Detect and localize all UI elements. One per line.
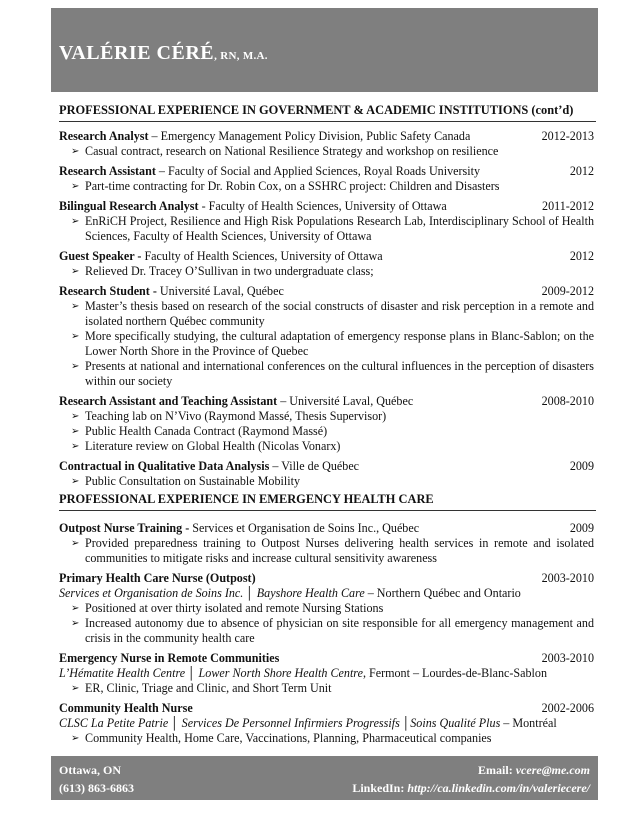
bullet-text: More specifically studying, the cultural adaptation of emergency response plans in Blanc-Sablon; on the Lower North Shore in the Province of Quebec (85, 329, 594, 358)
email-link[interactable]: vcere@me.com (515, 763, 590, 777)
linkedin-link[interactable]: http://ca.linkedin.com/in/valeriecere/ (407, 781, 590, 795)
job-title: Research Student - (59, 284, 157, 298)
experience-entry (59, 571, 594, 646)
job-dates: 2011-2012 (542, 199, 594, 213)
bullet-item (71, 144, 594, 159)
job-separator: – (155, 164, 168, 178)
job-dates: 2012 (569, 249, 594, 263)
job-organization: Services et Organisation de Soins Inc., Québec (192, 521, 420, 535)
experience-entry (59, 199, 594, 244)
job-title: Bilingual Research Analyst (59, 199, 199, 213)
bullet-list (59, 474, 594, 489)
job-line (59, 129, 594, 144)
bullet-text: Community Health, Home Care, Vaccinations, Planning, Pharmaceutical companies (85, 731, 492, 745)
arrow-bullet-icon: ➢ (71, 618, 80, 629)
arrow-bullet-icon: ➢ (71, 331, 80, 342)
bullet-text: Presents at national and international conferences on the cultural influences in the perception of disasters within our society (85, 359, 594, 388)
bullet-text: Relieved Dr. Tracey O’Sullivan in two undergraduate class; (85, 264, 374, 278)
job-separator: - (198, 199, 209, 213)
resume-page (51, 0, 598, 826)
job-heading (59, 284, 284, 299)
bullet-item (71, 439, 594, 454)
job-dates: 2003-2010 (541, 571, 594, 585)
bullet-text: Public Health Canada Contract (Raymond Massé) (85, 424, 328, 438)
arrow-bullet-icon: ➢ (71, 441, 80, 452)
experience-entry (59, 459, 594, 489)
bullet-item (71, 329, 594, 359)
bullet-text: Public Consultation on Sustainable Mobility (85, 474, 301, 488)
experience-entry (59, 651, 594, 696)
bullet-list (59, 731, 594, 746)
bullet-text: Increased autonomy due to absence of physician on site responsible for all emergency management and crisis in the community health care (85, 616, 594, 645)
government-entries (59, 129, 594, 489)
employer-italic: Services et Organisation de Soins Inc. │ Bayshore Health Care (59, 586, 365, 600)
job-title: Research Assistant (59, 164, 156, 178)
job-title: Community Health Nurse (59, 701, 193, 715)
bullet-text: Teaching lab on N’Vivo (Raymond Massé, Thesis Supervisor) (85, 409, 387, 423)
job-heading (59, 129, 470, 144)
job-line (59, 199, 594, 214)
employer-italic: L’Hématite Health Centre │ Lower North Shore Health Centre (59, 666, 363, 680)
employer-italic: CLSC La Petite Patrie │ Services De Personnel Infirmiers Progressifs │Soins Qualité Plus (59, 716, 501, 730)
job-heading (59, 199, 447, 214)
job-title: Guest Speaker - (59, 249, 142, 263)
bullet-item (71, 474, 594, 489)
bullet-item (71, 536, 594, 566)
credentials: , RN, M.A. (214, 50, 268, 62)
job-separator: – (148, 129, 161, 143)
job-title: Contractual in Qualitative Data Analysis (59, 459, 270, 473)
experience-entry (59, 164, 594, 194)
job-line (59, 521, 594, 536)
section-divider (59, 121, 596, 122)
job-dates: 2009 (569, 521, 594, 535)
bullet-text: Master’s thesis based on research of the social constructs of disaster and risk perception in a remote and isolated northern Québec community (85, 299, 594, 328)
job-separator: – (277, 394, 290, 408)
experience-entry (59, 394, 594, 454)
bullet-text: Part-time contracting for Dr. Robin Cox, on a SSHRC project: Children and Disasters (85, 179, 500, 193)
name-text: VALÉRIE CÉRÉ (59, 42, 215, 64)
bullet-text: Casual contract, research on National Resilience Strategy and workshop on resilience (85, 144, 499, 158)
bullet-item (71, 214, 594, 244)
bullet-list (59, 299, 594, 389)
job-dates: 2002-2006 (541, 701, 594, 715)
job-heading (59, 701, 193, 716)
job-heading (59, 651, 279, 666)
section-title-government: PROFESSIONAL EXPERIENCE IN GOVERNMENT & ACADEMIC INSTITUTIONS (cont’d) (59, 103, 574, 117)
arrow-bullet-icon: ➢ (71, 426, 80, 437)
bullet-list (59, 144, 594, 159)
job-organization: Université Laval, Québec (289, 394, 414, 408)
arrow-bullet-icon: ➢ (71, 361, 80, 372)
bullet-list (59, 409, 594, 454)
job-line (59, 164, 594, 179)
candidate-name (59, 42, 268, 65)
employer-location: , Fermont – Lourdes-de-Blanc-Sablon (362, 666, 547, 680)
bullet-item (71, 359, 594, 389)
bullet-item (71, 601, 594, 616)
header-band (51, 8, 598, 92)
job-line (59, 651, 594, 666)
arrow-bullet-icon: ➢ (71, 216, 80, 227)
job-line (59, 249, 594, 264)
job-heading (59, 459, 359, 474)
job-organization: Faculty of Social and Applied Sciences, Royal Roads University (167, 164, 481, 178)
employer-location: – Montréal (500, 716, 557, 730)
job-dates: 2009-2012 (541, 284, 594, 298)
location: Ottawa, ON (59, 763, 121, 777)
bullet-list (59, 601, 594, 646)
experience-entry (59, 129, 594, 159)
bullet-item (71, 264, 594, 279)
job-employer-line (59, 666, 594, 681)
arrow-bullet-icon: ➢ (71, 683, 80, 694)
job-employer-line (59, 716, 594, 731)
experience-entry (59, 249, 594, 279)
job-line (59, 284, 594, 299)
bullet-list (59, 681, 594, 696)
arrow-bullet-icon: ➢ (71, 266, 80, 277)
email-label: Email: (478, 763, 516, 777)
experience-entry (59, 521, 594, 566)
job-title: Outpost Nurse Training - (59, 521, 190, 535)
job-line (59, 459, 594, 474)
arrow-bullet-icon: ➢ (71, 301, 80, 312)
job-heading (59, 571, 256, 586)
bullet-item (71, 681, 594, 696)
job-dates: 2009 (569, 459, 594, 473)
bullet-item (71, 616, 594, 646)
job-heading (59, 521, 419, 536)
job-title: Primary Health Care Nurse (Outpost) (59, 571, 256, 585)
bullet-list (59, 179, 594, 194)
job-title: Emergency Nurse in Remote Communities (59, 651, 280, 665)
job-line (59, 571, 594, 586)
job-line (59, 701, 594, 716)
job-title: Research Analyst (59, 129, 149, 143)
bullet-item (71, 299, 594, 329)
arrow-bullet-icon: ➢ (71, 603, 80, 614)
bullet-list (59, 536, 594, 566)
linkedin-line (352, 781, 590, 796)
footer-band (51, 756, 598, 800)
bullet-list (59, 214, 594, 244)
job-employer-line (59, 586, 594, 601)
job-heading (59, 249, 383, 264)
experience-entry (59, 284, 594, 389)
job-organization: Université Laval, Québec (159, 284, 284, 298)
section-divider (59, 510, 596, 511)
job-separator: – (269, 459, 282, 473)
arrow-bullet-icon: ➢ (71, 476, 80, 487)
job-heading (59, 164, 480, 179)
job-line (59, 394, 594, 409)
emergency-entries (59, 521, 594, 746)
job-dates: 2012-2013 (541, 129, 594, 143)
bullet-list (59, 264, 594, 279)
bullet-text: Positioned at over thirty isolated and remote Nursing Stations (85, 601, 384, 615)
bullet-item (71, 731, 594, 746)
job-heading (59, 394, 413, 409)
job-organization: Faculty of Health Sciences, University of Ottawa (144, 249, 383, 263)
arrow-bullet-icon: ➢ (71, 538, 80, 549)
bullet-item (71, 179, 594, 194)
bullet-item (71, 424, 594, 439)
job-organization: Faculty of Health Sciences, University of Ottawa (208, 199, 447, 213)
arrow-bullet-icon: ➢ (71, 733, 80, 744)
section-title-emergency: PROFESSIONAL EXPERIENCE IN EMERGENCY HEALTH CARE (59, 492, 434, 506)
arrow-bullet-icon: ➢ (71, 146, 80, 157)
arrow-bullet-icon: ➢ (71, 181, 80, 192)
job-title: Research Assistant and Teaching Assistant (59, 394, 278, 408)
bullet-text: EnRiCH Project, Resilience and High Risk Populations Research Lab, Interdisciplinary School of Health Sciences, Faculty of Health Sciences, University of Ottawa (85, 214, 594, 243)
arrow-bullet-icon: ➢ (71, 411, 80, 422)
email-line (478, 763, 590, 778)
bullet-text: Literature review on Global Health (Nicolas Vonarx) (85, 439, 341, 453)
bullet-text: ER, Clinic, Triage and Clinic, and Short Term Unit (85, 681, 332, 695)
job-dates: 2008-2010 (541, 394, 594, 408)
employer-location: – Northern Québec and Ontario (364, 586, 521, 600)
job-organization: Ville de Québec (281, 459, 360, 473)
experience-entry (59, 701, 594, 746)
bullet-text: Provided preparedness training to Outpost Nurses delivering health services in remote and isolated communities to mitigate risks and increase cultural sensitivity awareness (85, 536, 594, 565)
linkedin-label: LinkedIn: (352, 781, 408, 795)
phone: (613) 863-6863 (59, 781, 134, 795)
job-organization: Emergency Management Policy Division, Public Safety Canada (160, 129, 471, 143)
job-dates: 2012 (569, 164, 594, 178)
bullet-item (71, 409, 594, 424)
job-dates: 2003-2010 (541, 651, 594, 665)
